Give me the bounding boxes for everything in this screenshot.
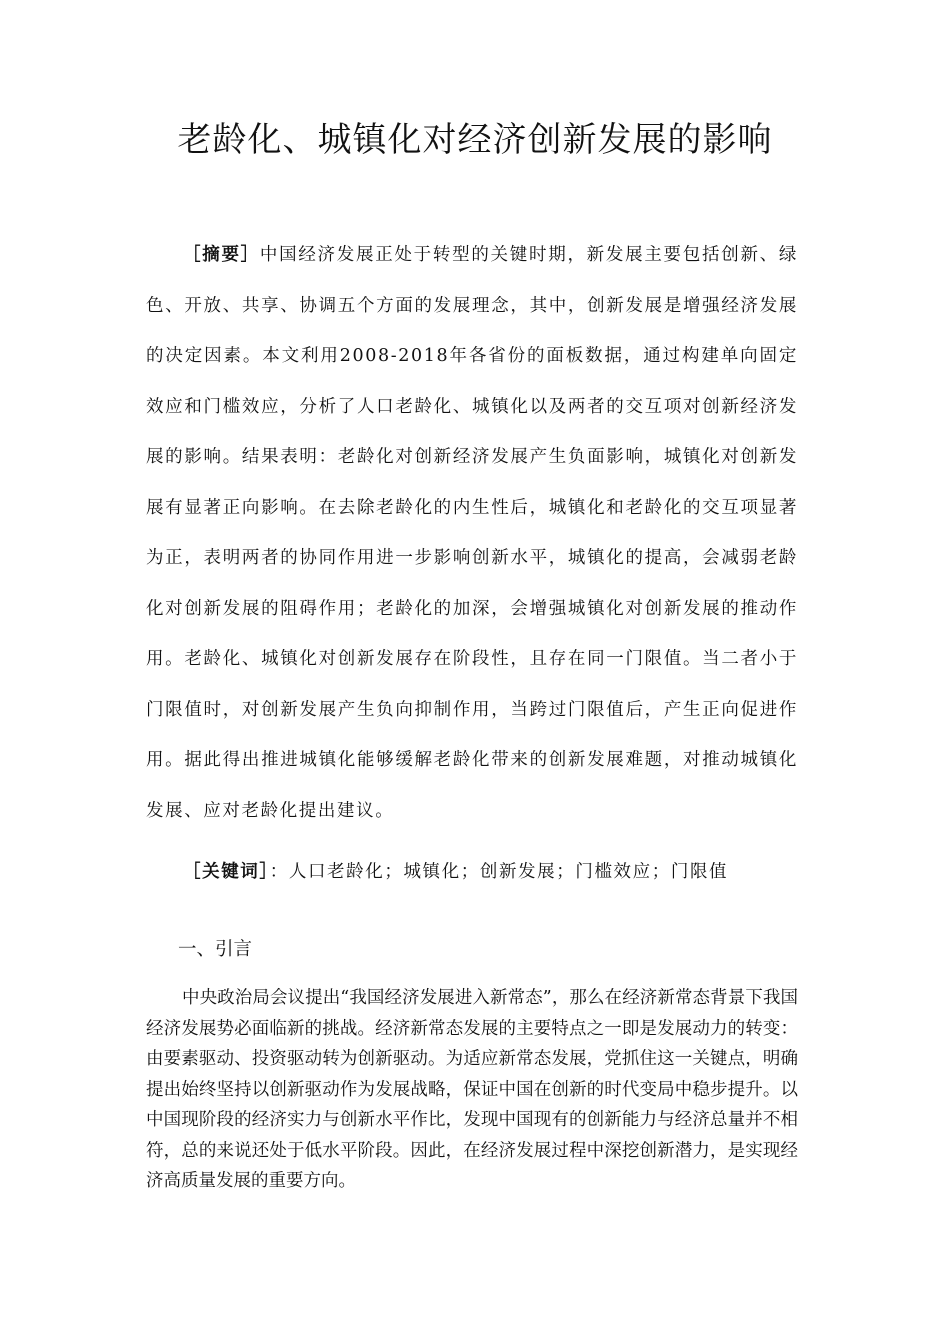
keywords-label: ［关键词］ (183, 862, 270, 882)
keywords-line (183, 852, 803, 892)
abstract-paragraph (146, 230, 798, 836)
abstract-text: 中国经济发展正处于转型的关键时期，新发展主要包括创新、绿色、开放、共享、协调五个方面的发展理念，其中，创新发展是增强经济发展的决定因素。本文利用2008-2018年各省份的面板数据，通过构建单向固定效应和门槛效应，分析了人口老龄化、城镇化以及两者的交互项对创新经济发展的影响。结果表明：老龄化对创新经济发展产生负面影响，城镇化对创新发展有显著正向影响。在去除老龄化的内生性后，城镇化和老龄化的交互项显著为正，表明两者的协同作用进一步影响创新水平，城镇化的提高，会减弱老龄化对创新发展的阻碍作用；老龄化的加深，会增强城镇化对创新发展的推动作用。老龄化、城镇化对创新发展存在阶段性，且存在同一门限值。当二者小于门限值时，对创新发展产生负向抑制作用，当跨过门限值后，产生正向促进作用。据此得出推进城镇化能够缓解老龄化带来的创新发展难题，对推动城镇化发展、应对老龄化提出建议。 (146, 245, 798, 821)
section-heading-introduction: 一、引言 (178, 939, 253, 960)
paper-title: 老龄化、城镇化对经济创新发展的影响 (177, 120, 773, 160)
keywords-text: ：人口老龄化；城镇化；创新发展；门槛效应；门限值 (269, 862, 729, 882)
introduction-paragraph: 中央政治局会议提出“我国经济发展进入新常态”，那么在经济新常态背景下我国经济发展势必面临新的挑战。经济新常态发展的主要特点之一即是发展动力的转变：由要素驱动、投资驱动转为创新驱动。为适应新常态发展，党抓住这一关键点，明确提出始终坚持以创新驱动作为发展战略，保证中国在创新的时代变局中稳步提升。以中国现阶段的经济实力与创新水平作比，发现中国现有的创新能力与经济总量并不相符，总的来说还处于低水平阶段。因此，在经济发展过程中深挖创新潜力，是实现经济高质量发展的重要方向。 (146, 988, 798, 1191)
abstract-label: ［摘要］ (183, 245, 260, 265)
